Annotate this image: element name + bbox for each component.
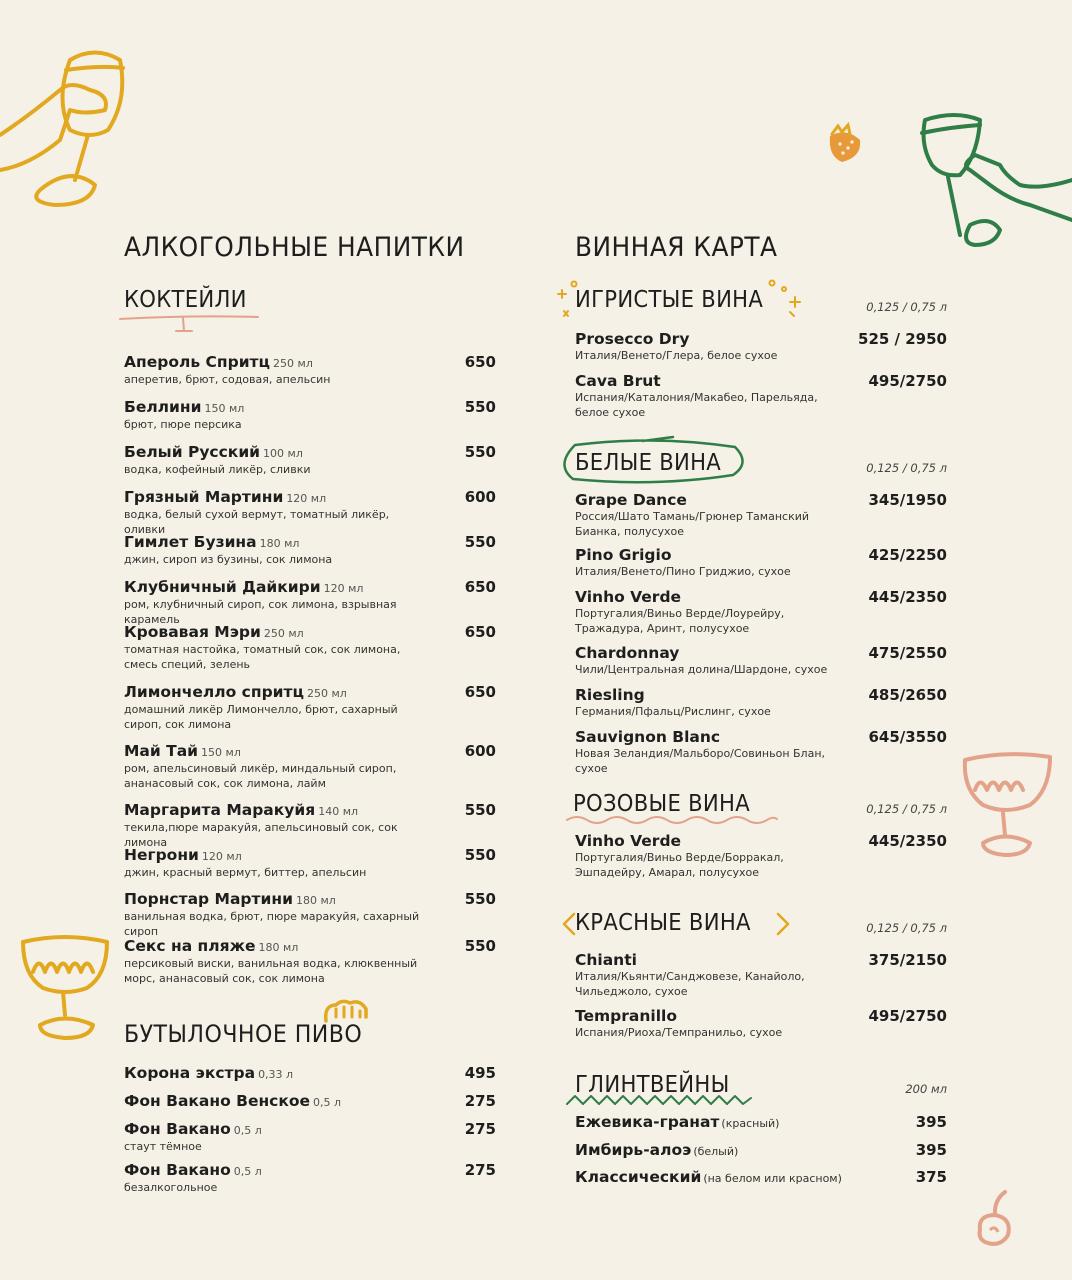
wine-name: Vinho Verde xyxy=(575,832,682,850)
white-wine-item xyxy=(575,546,947,580)
red-volume-note: 0,125 / 0,75 л xyxy=(866,921,947,935)
wine-description: Германия/Пфальц/Рислинг, сухое xyxy=(575,705,771,718)
beer-name xyxy=(124,1064,496,1084)
beer-volume: 0,5 л xyxy=(233,1165,262,1178)
cocktail-name xyxy=(124,623,496,643)
cocktail-volume: 120 мл xyxy=(286,492,327,505)
cocktail-volume: 180 мл xyxy=(295,894,336,907)
cocktail-name-text: Секс на пляже xyxy=(124,937,256,955)
cocktail-volume: 250 мл xyxy=(273,357,313,370)
wine-description: Португалия/Виньо Верде/Борракал, Эшпадейру, Амарал, полусухое xyxy=(575,851,784,879)
cocktail-name-text: Маргарита Маракуйя xyxy=(124,801,316,819)
beer-price: 275 xyxy=(464,1092,496,1110)
cocktail-price: 550 xyxy=(464,398,496,416)
cocktail-description: водка, кофейный ликёр, сливки xyxy=(124,463,311,476)
cocktail-volume: 250 мл xyxy=(263,627,304,640)
beer-volume: 0,5 л xyxy=(233,1124,262,1137)
cocktail-description: джин, красный вермут, биттер, апельсин xyxy=(124,866,367,879)
cocktail-item xyxy=(124,801,496,850)
cocktail-price: 550 xyxy=(464,443,496,461)
cocktail-glass-pink-icon xyxy=(955,745,1060,865)
mulled-name xyxy=(575,1168,947,1188)
beer-name xyxy=(124,1120,496,1140)
cocktail-price: 650 xyxy=(464,578,496,596)
beer-name xyxy=(124,1161,496,1181)
cocktail-price: 550 xyxy=(464,937,496,955)
mulled-name-text: Ежевика-гранат xyxy=(575,1113,720,1131)
bottled-beer-title: БУТЫЛОЧНОЕ ПИВО xyxy=(124,1020,363,1048)
wine-price: 425/2250 xyxy=(868,546,947,564)
mulled-name-text: Классический xyxy=(575,1168,702,1186)
wine-description: Чили/Центральная долина/Шардоне, сухое xyxy=(575,663,828,676)
cocktail-price: 550 xyxy=(464,890,496,908)
cocktail-volume: 150 мл xyxy=(204,402,245,415)
cocktail-description: джин, сироп из бузины, сок лимона xyxy=(124,553,333,566)
cocktail-glass-yellow-icon xyxy=(15,930,115,1050)
cocktail-name xyxy=(124,533,496,553)
cocktail-name xyxy=(124,683,496,703)
wine-description: Португалия/Виньо Верде/Лоурейру, Тражадура, Аринт, полусухое xyxy=(575,607,785,635)
cocktail-name-text: Негрони xyxy=(124,846,199,864)
strawberry-icon xyxy=(818,122,868,167)
hand-wine-glass-green-icon xyxy=(900,105,1072,280)
white-wine-item xyxy=(575,644,947,678)
wine-name: Grape Dance xyxy=(575,491,687,509)
cherry-icon xyxy=(970,1190,1020,1250)
wine-description: Италия/Венето/Пино Гриджио, сухое xyxy=(575,565,791,578)
rose-wine-item xyxy=(575,832,947,880)
mulled-price: 395 xyxy=(915,1113,947,1131)
cocktails-title: КОКТЕЙЛИ xyxy=(124,287,247,313)
wine-price: 445/2350 xyxy=(868,832,947,850)
cocktail-volume: 180 мл xyxy=(259,537,300,550)
wine-list-title: ВИННАЯ КАРТА xyxy=(575,232,778,263)
white-volume-note: 0,125 / 0,75 л xyxy=(866,461,947,475)
beer-price: 275 xyxy=(464,1161,496,1179)
mulled-type: (красный) xyxy=(721,1117,780,1130)
wine-description: Италия/Кьянти/Санджовезе, Канайоло, Чильеджоло, сухое xyxy=(575,970,805,998)
wine-name: Riesling xyxy=(575,686,645,704)
cocktail-item xyxy=(124,398,496,433)
beer-description: безалкогольное xyxy=(124,1181,218,1194)
wine-price: 445/2350 xyxy=(868,588,947,606)
mulled-name xyxy=(575,1113,947,1133)
mulled-name-text: Имбирь-алоэ xyxy=(575,1141,692,1159)
wine-price: 375/2150 xyxy=(868,951,947,969)
cocktail-item xyxy=(124,488,496,537)
wine-price: 495/2750 xyxy=(868,1007,947,1025)
white-wine-item xyxy=(575,491,947,539)
cocktail-item xyxy=(124,683,496,732)
cocktail-volume: 250 мл xyxy=(307,687,347,700)
alcohol-drinks-title: АЛКОГОЛЬНЫЕ НАПИТКИ xyxy=(124,232,465,263)
beer-volume: 0,33 л xyxy=(258,1068,294,1081)
cocktail-item xyxy=(124,623,496,672)
beer-name-text: Фон Вакано xyxy=(124,1161,231,1179)
cocktail-name xyxy=(124,890,496,910)
wine-name: Sauvignon Blanc xyxy=(575,728,721,746)
hand-wine-glass-icon xyxy=(0,40,140,220)
rose-wines-title: РОЗОВЫЕ ВИНА xyxy=(573,791,750,817)
cocktail-name-text: Беллини xyxy=(124,398,202,416)
rose-volume-note: 0,125 / 0,75 л xyxy=(866,802,947,816)
beer-item xyxy=(124,1161,496,1196)
sparkling-wine-item xyxy=(575,372,947,420)
wine-price: 495/2750 xyxy=(868,372,947,390)
wine-description: Россия/Шато Тамань/Грюнер Таманский Бианка, полусухое xyxy=(575,510,810,538)
cocktail-item xyxy=(124,533,496,568)
cocktail-name xyxy=(124,488,496,508)
cocktail-name-text: Апероль Спритц xyxy=(124,353,271,371)
wine-name: Cava Brut xyxy=(575,372,661,390)
cocktail-name xyxy=(124,398,496,418)
wine-name: Chianti xyxy=(575,951,637,969)
wine-description: Испания/Риоха/Темпранильо, сухое xyxy=(575,1026,783,1039)
cocktail-volume: 140 мл xyxy=(318,805,359,818)
cocktail-name-text: Белый Русский xyxy=(124,443,261,461)
mulled-wine-item xyxy=(575,1113,947,1133)
mulled-type: (белый) xyxy=(693,1145,739,1158)
cocktail-name xyxy=(124,443,496,463)
cocktail-item xyxy=(124,937,496,986)
cocktail-item xyxy=(124,443,496,478)
cocktail-name-text: Порнстар Мартини xyxy=(124,890,293,908)
beer-description: стаут тёмное xyxy=(124,1140,202,1153)
cocktail-volume: 120 мл xyxy=(201,850,242,863)
cocktail-description: водка, белый сухой вермут, томатный ликёр, оливки xyxy=(124,508,390,536)
cocktail-description: ванильная водка, брют, пюре маракуйя, сахарный сироп xyxy=(124,910,420,938)
beer-volume: 0,5 л xyxy=(313,1096,342,1109)
cocktail-price: 650 xyxy=(464,623,496,641)
mulled-type: (на белом или красном) xyxy=(703,1172,842,1185)
cocktail-name-text: Клубничный Дайкири xyxy=(124,578,321,596)
mulled-price: 375 xyxy=(915,1168,947,1186)
beer-name-text: Фон Вакано Венское xyxy=(124,1092,311,1110)
mulled-name xyxy=(575,1141,947,1161)
beer-item xyxy=(124,1120,496,1155)
wine-description: Новая Зеландия/Мальборо/Совиньон Блан, сухое xyxy=(575,747,826,775)
cocktail-price: 600 xyxy=(464,488,496,506)
cocktail-item xyxy=(124,353,496,388)
beer-item xyxy=(124,1092,496,1112)
cocktail-name xyxy=(124,742,496,762)
cocktail-name xyxy=(124,578,496,598)
cocktail-name-text: Лимончелло спритц xyxy=(124,683,304,701)
cocktail-item xyxy=(124,742,496,791)
cocktails-underline xyxy=(118,313,260,335)
sparkling-wines-title: ИГРИСТЫЕ ВИНА xyxy=(575,287,764,313)
cocktail-name xyxy=(124,801,496,821)
cocktail-description: ром, клубничный сироп, сок лимона, взрывная карамель xyxy=(124,598,397,626)
wine-description: Италия/Венето/Глера, белое сухое xyxy=(575,349,778,362)
wine-name: Prosecco Dry xyxy=(575,330,690,348)
red-wines-title: КРАСНЫЕ ВИНА xyxy=(575,910,751,936)
cocktail-price: 550 xyxy=(464,801,496,819)
cocktail-name-text: Май Тай xyxy=(124,742,199,760)
cocktail-price: 550 xyxy=(464,533,496,551)
wine-name: Tempranillo xyxy=(575,1007,677,1025)
white-wine-item xyxy=(575,588,947,636)
cocktail-name xyxy=(124,353,496,373)
beer-name-text: Фон Вакано xyxy=(124,1120,231,1138)
cocktail-price: 600 xyxy=(464,742,496,760)
cocktail-description: текила,пюре маракуйя, апельсиновый сок, сок лимона xyxy=(124,821,398,849)
cocktail-item xyxy=(124,890,496,939)
mulled-wine-title: ГЛИНТВЕЙНЫ xyxy=(575,1072,730,1098)
mulled-wine-zigzag xyxy=(565,1092,755,1110)
cocktail-item xyxy=(124,846,496,881)
cocktail-volume: 120 мл xyxy=(323,582,364,595)
cocktail-volume: 180 мл xyxy=(258,941,299,954)
wine-price: 525 / 2950 xyxy=(858,330,947,348)
cocktail-price: 650 xyxy=(464,683,496,701)
mulled-volume-note: 200 мл xyxy=(905,1082,947,1096)
cocktail-description: томатная настойка, томатный сок, сок лимона, смесь специй, зелень xyxy=(124,643,401,671)
cocktail-name-text: Кровавая Мэри xyxy=(124,623,261,641)
cocktail-volume: 150 мл xyxy=(201,746,241,759)
wine-name: Chardonnay xyxy=(575,644,680,662)
beer-item xyxy=(124,1064,496,1084)
cocktail-name xyxy=(124,846,496,866)
cocktail-description: аперетив, брют, содовая, апельсин xyxy=(124,373,331,386)
wine-price: 475/2550 xyxy=(868,644,947,662)
cocktail-description: брют, пюре персика xyxy=(124,418,242,431)
beer-name xyxy=(124,1092,496,1112)
white-wines-title: БЕЛЫЕ ВИНА xyxy=(575,450,722,476)
cocktail-name-text: Грязный Мартини xyxy=(124,488,284,506)
mulled-wine-item xyxy=(575,1168,947,1188)
cocktail-description: ром, апельсиновый ликёр, миндальный сироп, ананасовый сок, сок лимона, лайм xyxy=(124,762,397,790)
white-wine-item xyxy=(575,686,947,720)
wine-name: Pino Grigio xyxy=(575,546,672,564)
mulled-wine-item xyxy=(575,1141,947,1161)
sparkling-volume-note: 0,125 / 0,75 л xyxy=(866,300,947,314)
cocktail-description: домашний ликёр Лимончелло, брют, сахарный сироп, сок лимона xyxy=(124,703,398,731)
beer-name-text: Корона экстра xyxy=(124,1064,256,1082)
white-wine-item xyxy=(575,728,947,776)
cocktail-price: 550 xyxy=(464,846,496,864)
wine-price: 645/3550 xyxy=(868,728,947,746)
red-wine-item xyxy=(575,1007,947,1041)
cocktail-description: персиковый виски, ванильная водка, клюквенный морс, ананасовый сок, сок лимона xyxy=(124,957,418,985)
cocktail-name-text: Гимлет Бузина xyxy=(124,533,257,551)
cocktail-name xyxy=(124,937,496,957)
wine-name: Vinho Verde xyxy=(575,588,682,606)
cocktail-item xyxy=(124,578,496,627)
cocktail-price: 650 xyxy=(464,353,496,371)
wine-price: 345/1950 xyxy=(868,491,947,509)
rose-wines-wave xyxy=(565,812,780,828)
sparkling-wine-item xyxy=(575,330,947,364)
beer-price: 495 xyxy=(464,1064,496,1082)
mulled-price: 395 xyxy=(915,1141,947,1159)
cocktail-volume: 100 мл xyxy=(263,447,303,460)
wine-description: Испания/Каталония/Макабео, Парельяда, белое сухое xyxy=(575,391,818,419)
wine-price: 485/2650 xyxy=(868,686,947,704)
beer-price: 275 xyxy=(464,1120,496,1138)
red-wine-item xyxy=(575,951,947,999)
